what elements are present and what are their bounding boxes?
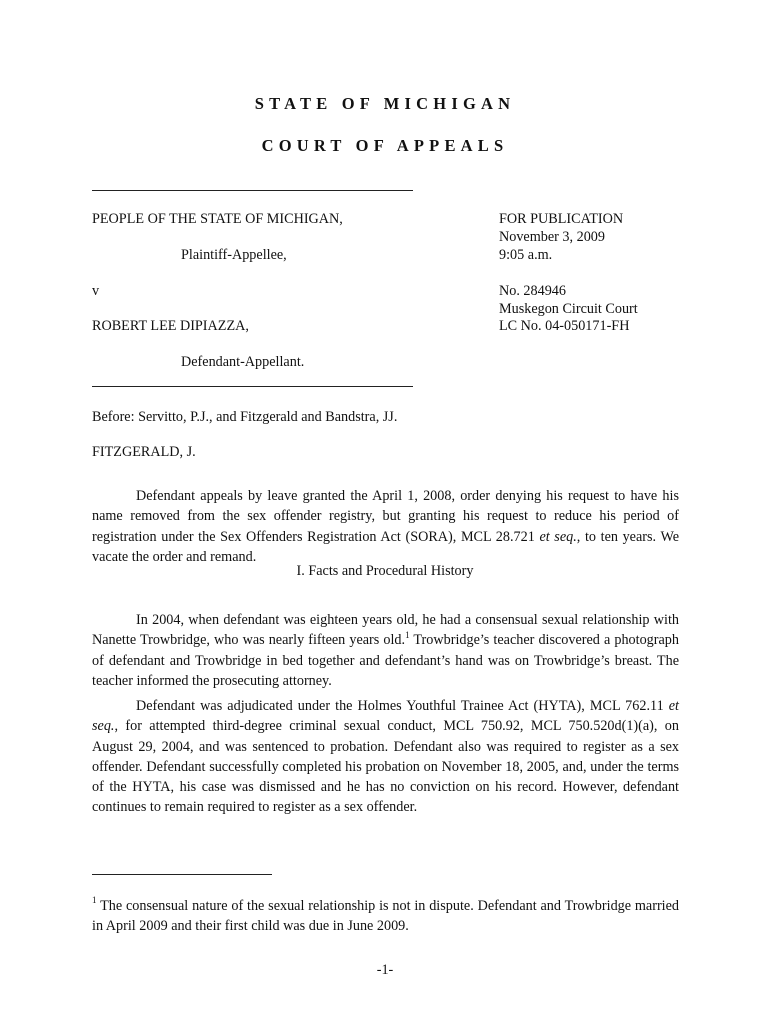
caption-top-rule xyxy=(92,190,413,191)
decision-time: 9:05 a.m. xyxy=(499,247,553,263)
section-heading: I. Facts and Procedural History xyxy=(296,563,474,579)
versus: v xyxy=(92,283,100,299)
caption-bottom-rule xyxy=(92,386,413,387)
hyta-text-a: Defendant was adjudicated under the Holmes Youthful Trainee Act (HYTA), MCL 762.11 xyxy=(136,698,669,715)
hyta-text-b: , for attempted third-degree criminal sexual conduct, MCL 750.92, MCL 750.520d(1)(a), on August 29, 2004, and was sentenced to probation. Defendant also was required to register as a sex offender. Defendant successfully completed his probation on November 18, 2005, and, under the terms of the HYTA, his case was dismissed and he has no conviction on his record. However, defendant continues to remain required to register as a sex offender. xyxy=(92,718,679,816)
hyta-et-seq: et seq. xyxy=(92,698,679,735)
footnote-marker: 1 xyxy=(92,895,97,906)
intro-et-seq: et seq. xyxy=(539,528,577,545)
lower-court-number: LC No. 04-050171-FH xyxy=(499,318,630,334)
footnote-reference[interactable]: 1 xyxy=(405,629,410,640)
facts-text-a: In 2004, when defendant was eighteen years old, he had a consensual sexual relationship with Nanette Trowbridge, who was nearly fifteen years old. xyxy=(92,612,679,649)
state-heading: STATE OF MICHIGAN xyxy=(254,94,516,113)
facts-paragraph xyxy=(92,610,679,691)
author-line: FITZGERALD, J. xyxy=(92,444,196,460)
intro-text-a: Defendant appeals by leave granted the April 1, 2008, order denying his request to have his name removed from the sex offender registry, but granting his request to reduce his period of registration under the Sex Offenders Registration Act (SORA), MCL 28.721 xyxy=(92,488,679,545)
facts-text-b: Trowbridge’s teacher discovered a photograph of defendant and Trowbridge in bed together and defendant’s hand was on Trowbridge’s breast. The teacher informed the prosecuting attorney. xyxy=(92,632,679,689)
page-number: -1- xyxy=(376,962,394,978)
plaintiff-role: Plaintiff-Appellee, xyxy=(181,247,287,263)
footnote xyxy=(92,896,679,936)
lower-court: Muskegon Circuit Court xyxy=(499,301,638,317)
panel-line: Before: Servitto, P.J., and Fitzgerald and Bandstra, JJ. xyxy=(92,409,398,425)
footnote-separator xyxy=(92,874,272,875)
court-heading: COURT OF APPEALS xyxy=(261,136,509,155)
defendant-name: ROBERT LEE DIPIAZZA, xyxy=(92,318,249,334)
intro-text-b: , to ten years. We vacate the order and remand. xyxy=(92,528,679,565)
intro-paragraph xyxy=(92,486,679,567)
decision-date: November 3, 2009 xyxy=(499,229,605,245)
plaintiff-name: PEOPLE OF THE STATE OF MICHIGAN, xyxy=(92,211,343,227)
publication-status: FOR PUBLICATION xyxy=(499,211,624,227)
hyta-paragraph xyxy=(92,696,679,817)
docket-number: No. 284946 xyxy=(499,283,566,299)
defendant-role: Defendant-Appellant. xyxy=(181,354,305,370)
footnote-text: The consensual nature of the sexual relationship is not in dispute. Defendant and Trowbridge married in April 2009 and their first child was due in June 2009. xyxy=(92,898,679,935)
